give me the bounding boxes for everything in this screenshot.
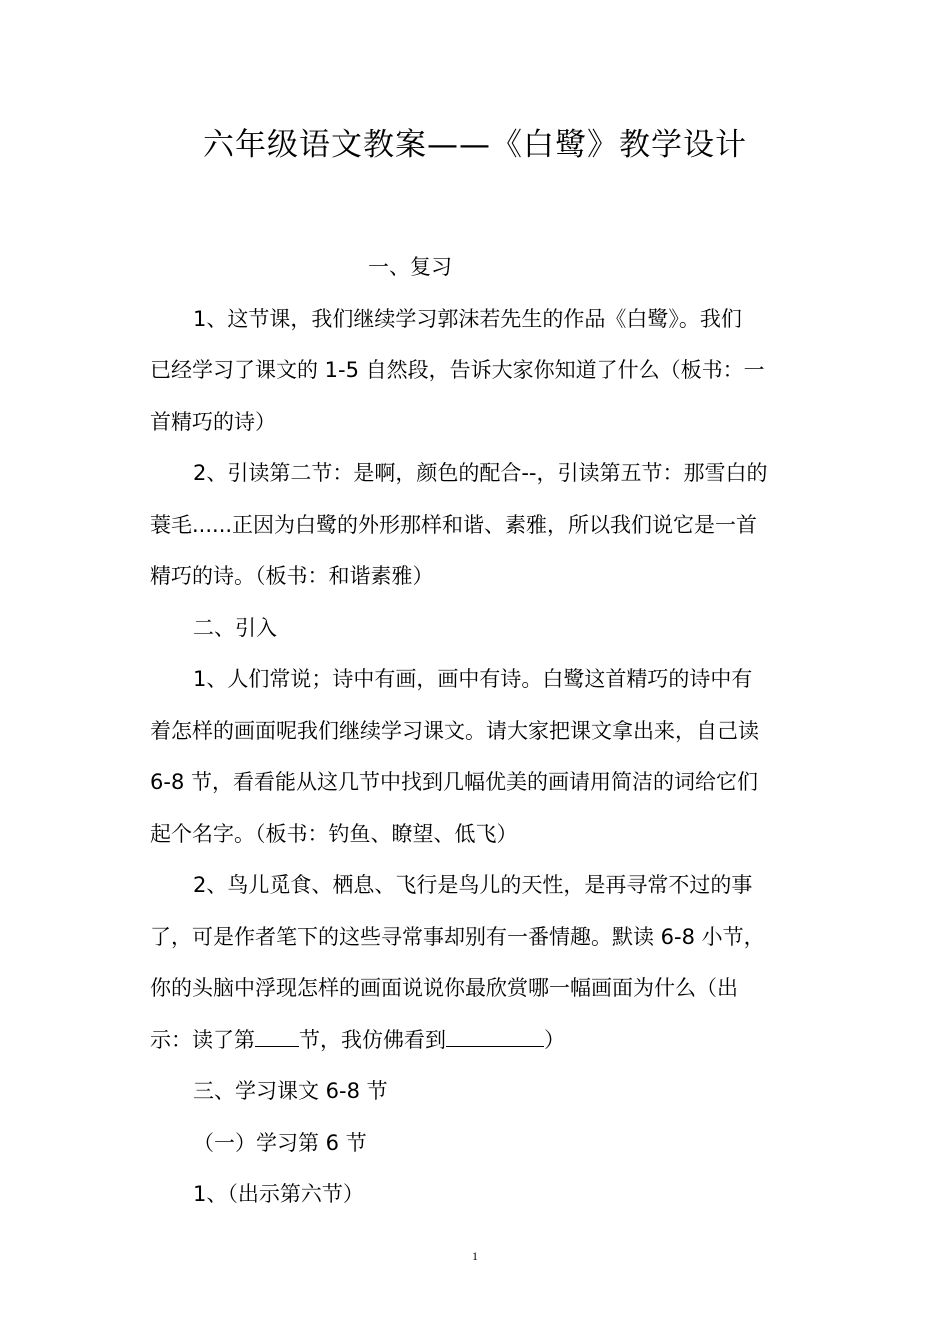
fill-in-blank	[255, 1026, 299, 1047]
paragraph-line: 2、引读第二节：是啊，颜色的配合--，引读第五节：那雪白的	[193, 461, 768, 485]
paragraph-line: 已经学习了课文的 1-5 自然段，告诉大家你知道了什么（板书：一	[150, 358, 765, 382]
section-heading-review: 一、复习	[368, 255, 452, 279]
page-number: 1	[472, 1249, 478, 1263]
fill-in-blank	[446, 1026, 544, 1047]
paragraph-line: 1、人们常说；诗中有画，画中有诗。白鹭这首精巧的诗中有	[193, 667, 753, 691]
document-title: 六年级语文教案——《白鹭》教学设计	[203, 127, 747, 163]
paragraph-line: 蓑毛......正因为白鹭的外形那样和谐、素雅，所以我们说它是一首	[150, 512, 758, 537]
paragraph-intro-2	[150, 860, 802, 1066]
paragraph-review-2	[150, 448, 802, 603]
paragraph-line-with-blanks	[150, 1015, 802, 1067]
paragraph-line: 你的头脑中浮现怎样的画面说说你最欣赏哪一幅画面为什么（出	[150, 976, 738, 1000]
paragraph-line: 6-8 节，看看能从这几节中找到几幅优美的画请用简洁的词给它们	[150, 770, 758, 794]
paragraph-line: 了，可是作者笔下的这些寻常事却别有一番情趣。默读 6-8 小节，	[150, 924, 765, 949]
paragraph-intro-1	[150, 654, 802, 860]
paragraph-line: 2、鸟儿觅食、栖息、飞行是鸟儿的天性，是再寻常不过的事	[193, 873, 753, 897]
paragraph-line: 首精巧的诗）	[150, 409, 276, 434]
subsection-heading: （一）学习第 6 节	[193, 1130, 367, 1155]
paragraph-line: 起个名字。（板书：钓鱼、瞭望、低飞）	[150, 821, 518, 846]
paragraph-line: 精巧的诗。（板书：和谐素雅）	[150, 564, 434, 588]
paragraph-line: 1、这节课，我们继续学习郭沫若先生的作品《白鹭》。我们	[193, 306, 742, 331]
list-item: 1、（出示第六节）	[193, 1182, 364, 1206]
paragraph-line: 着怎样的画面呢我们继续学习课文。请大家把课文拿出来，自己读	[150, 718, 759, 743]
text-segment: 节，我仿佛看到	[299, 1027, 446, 1052]
section-heading-study: 三、学习课文 6-8 节	[193, 1079, 388, 1103]
document-body	[150, 242, 802, 1221]
text-segment: ）	[544, 1027, 565, 1052]
paragraph-review-1	[150, 294, 802, 449]
section-heading-intro: 二、引入	[193, 615, 277, 640]
text-segment: 示：读了第	[150, 1027, 255, 1052]
